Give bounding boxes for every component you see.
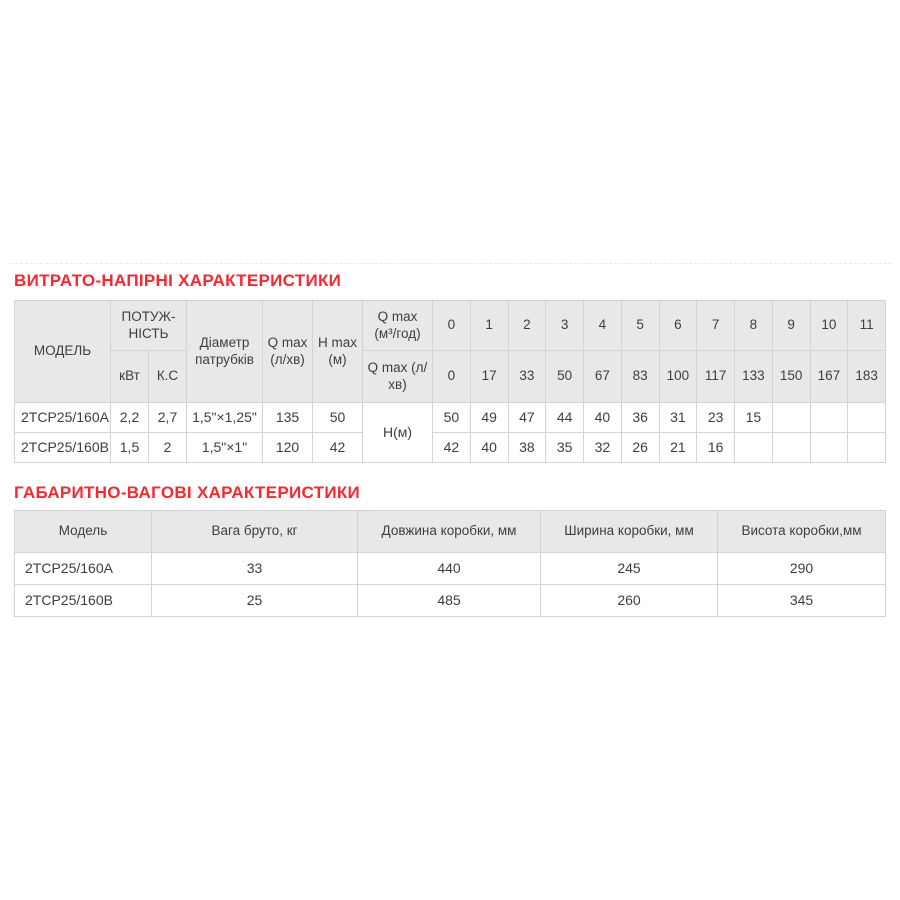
hmax-column-header: H max (м) <box>313 301 363 403</box>
flow-l-header-cell: 0 <box>433 351 471 403</box>
box-length-cell: 440 <box>358 553 541 585</box>
head-units-label-cell: Н(м) <box>363 403 433 463</box>
flow-data-row <box>15 403 886 433</box>
head-value-cell: 42 <box>433 433 471 463</box>
dashed-divider <box>10 263 892 264</box>
head-value-cell: 26 <box>621 433 659 463</box>
flow-l-header-cell: 133 <box>735 351 773 403</box>
head-value-cell <box>848 403 886 433</box>
flow-m3-header-cell: 8 <box>735 301 773 351</box>
box-width-column-header: Ширина коробки, мм <box>541 511 718 553</box>
model-column-header: МОДЕЛЬ <box>15 301 111 403</box>
head-value-cell: 40 <box>584 403 622 433</box>
flow-l-header-cell: 33 <box>508 351 546 403</box>
model-cell: 2TCP25/160A <box>15 403 111 433</box>
kw-cell: 2,2 <box>111 403 149 433</box>
flow-data-row <box>15 433 886 463</box>
qmax-cell: 120 <box>263 433 313 463</box>
qmax-column-header: Q max (л/хв) <box>263 301 313 403</box>
head-value-cell <box>772 433 810 463</box>
model-column-header: Модель <box>15 511 152 553</box>
head-value-cell: 15 <box>735 403 773 433</box>
box-width-cell: 260 <box>541 585 718 617</box>
flow-m3-header-cell: 9 <box>772 301 810 351</box>
box-height-cell: 290 <box>718 553 886 585</box>
dimensions-weight-table <box>14 510 886 617</box>
gross-weight-cell: 33 <box>152 553 358 585</box>
head-value-cell <box>772 403 810 433</box>
flow-l-header-cell: 183 <box>848 351 886 403</box>
hmax-cell: 50 <box>313 403 363 433</box>
flow-l-header-cell: 100 <box>659 351 697 403</box>
hp-cell: 2 <box>149 433 187 463</box>
dimensions-data-row <box>15 553 886 585</box>
qmax-cell: 135 <box>263 403 313 433</box>
flow-m3-header-cell: 6 <box>659 301 697 351</box>
head-value-cell: 44 <box>546 403 584 433</box>
diameter-column-header: Діаметр патрубків <box>187 301 263 403</box>
flow-m3-header-cell: 11 <box>848 301 886 351</box>
kw-cell: 1,5 <box>111 433 149 463</box>
gross-weight-cell: 25 <box>152 585 358 617</box>
head-value-cell <box>810 403 848 433</box>
flow-l-header-cell: 117 <box>697 351 735 403</box>
box-width-cell: 245 <box>541 553 718 585</box>
dimensions-data-row <box>15 585 886 617</box>
flow-l-row-label: Q max (л/хв) <box>363 351 433 403</box>
head-value-cell <box>735 433 773 463</box>
flow-m3-header-cell: 7 <box>697 301 735 351</box>
dimensions-section-title: ГАБАРИТНО-ВАГОВІ ХАРАКТЕРИСТИКИ <box>14 483 361 502</box>
head-value-cell: 50 <box>433 403 471 433</box>
head-value-cell: 23 <box>697 403 735 433</box>
head-value-cell <box>848 433 886 463</box>
model-cell: 2TCP25/160A <box>15 553 152 585</box>
flow-m3-header-cell: 2 <box>508 301 546 351</box>
power-column-header: ПОТУЖ-НІСТЬ <box>111 301 187 351</box>
flow-head-characteristics-table <box>14 300 886 463</box>
flow-l-header-cell: 83 <box>621 351 659 403</box>
hp-cell: 2,7 <box>149 403 187 433</box>
flow-m3-header-cell: 4 <box>584 301 622 351</box>
flow-l-header-cell: 167 <box>810 351 848 403</box>
box-length-column-header: Довжина коробки, мм <box>358 511 541 553</box>
flow-header-row-2 <box>15 351 886 403</box>
head-value-cell: 31 <box>659 403 697 433</box>
head-value-cell: 16 <box>697 433 735 463</box>
flow-m3-row-label: Q max (м³/год) <box>363 301 433 351</box>
flow-m3-header-cell: 3 <box>546 301 584 351</box>
diameter-cell: 1,5"×1" <box>187 433 263 463</box>
kw-column-header: кВт <box>111 351 149 403</box>
head-value-cell: 40 <box>470 433 508 463</box>
diameter-cell: 1,5"×1,25" <box>187 403 263 433</box>
hmax-cell: 42 <box>313 433 363 463</box>
model-cell: 2TCP25/160B <box>15 585 152 617</box>
head-value-cell <box>810 433 848 463</box>
flow-m3-header-cell: 1 <box>470 301 508 351</box>
gross-weight-column-header: Вага бруто, кг <box>152 511 358 553</box>
box-height-cell: 345 <box>718 585 886 617</box>
head-value-cell: 32 <box>584 433 622 463</box>
flow-l-header-cell: 67 <box>584 351 622 403</box>
flow-m3-header-cell: 10 <box>810 301 848 351</box>
flow-header-row-1 <box>15 301 886 351</box>
head-value-cell: 38 <box>508 433 546 463</box>
dimensions-header-row <box>15 511 886 553</box>
flow-l-header-cell: 17 <box>470 351 508 403</box>
box-height-column-header: Висота коробки,мм <box>718 511 886 553</box>
flow-l-header-cell: 50 <box>546 351 584 403</box>
head-value-cell: 47 <box>508 403 546 433</box>
model-cell: 2TCP25/160B <box>15 433 111 463</box>
flow-l-header-cell: 150 <box>772 351 810 403</box>
head-value-cell: 35 <box>546 433 584 463</box>
flow-m3-header-cell: 0 <box>433 301 471 351</box>
box-length-cell: 485 <box>358 585 541 617</box>
flow-m3-header-cell: 5 <box>621 301 659 351</box>
head-value-cell: 49 <box>470 403 508 433</box>
head-value-cell: 36 <box>621 403 659 433</box>
head-value-cell: 21 <box>659 433 697 463</box>
hp-column-header: К.С <box>149 351 187 403</box>
flow-section-title: ВИТРАТО-НАПІРНІ ХАРАКТЕРИСТИКИ <box>14 271 342 290</box>
